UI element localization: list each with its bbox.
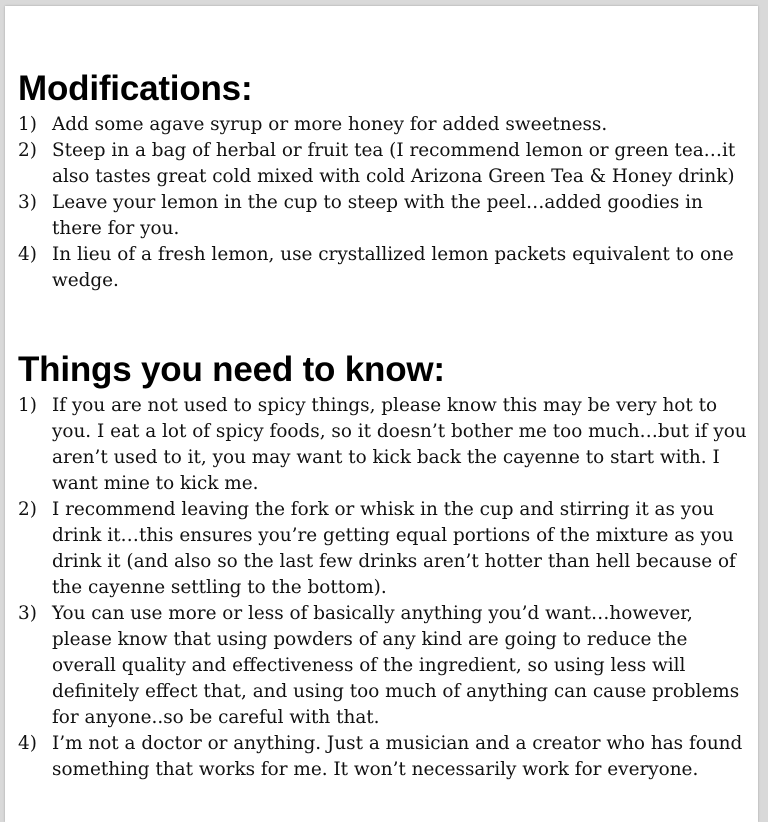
list-item (18, 497, 753, 601)
item-number: 3) (18, 192, 37, 213)
modifications-section (18, 68, 753, 294)
item-number: 1) (18, 114, 37, 135)
modifications-heading: Modifications: (18, 69, 253, 108)
item-number: 2) (18, 140, 37, 161)
modifications-list (18, 112, 753, 294)
things-to-know-section (18, 349, 753, 783)
list-item (18, 731, 753, 783)
item-text: You can use more or less of basically anything you’d want…however, please know that using powders of any kind are going to reduce the overall quality and effectiveness of the ingredient, so using less will definitely effect that, and using too much of anything can cause problems for anyone..so be careful with that. (52, 603, 740, 728)
item-number: 3) (18, 603, 37, 624)
item-text: I recommend leaving the fork or whisk in the cup and stirring it as you drink it…this ensures you’re getting equal portions of the mixture as you drink it (and also so the last few drinks aren’t hotter than hell because of the cayenne settling to the bottom). (52, 499, 736, 598)
list-item (18, 138, 753, 190)
item-text: Add some agave syrup or more honey for added sweetness. (52, 114, 608, 135)
things-to-know-heading: Things you need to know: (18, 350, 445, 389)
list-item (18, 242, 753, 294)
item-text: I’m not a doctor or anything. Just a musician and a creator who has found something that works for me. It won’t necessarily work for everyone. (52, 733, 743, 780)
item-text: Leave your lemon in the cup to steep with the peel…added goodies in there for you. (52, 192, 703, 239)
item-number: 1) (18, 395, 37, 416)
item-text: If you are not used to spicy things, please know this may be very hot to you. I eat a lot of spicy foods, so it doesn’t bother me too much…but if you aren’t used to it, you may want to kick back the cayenne to start with. I want mine to kick me. (52, 395, 747, 494)
item-text: In lieu of a fresh lemon, use crystallized lemon packets equivalent to one wedge. (52, 244, 734, 291)
list-item (18, 601, 753, 731)
things-to-know-list (18, 393, 753, 783)
list-item (18, 112, 753, 138)
item-number: 4) (18, 733, 37, 754)
item-number: 2) (18, 499, 37, 520)
document-page (5, 6, 758, 822)
list-item (18, 393, 753, 497)
item-number: 4) (18, 244, 37, 265)
item-text: Steep in a bag of herbal or fruit tea (I recommend lemon or green tea…it also tastes great cold mixed with cold Arizona Green Tea & Honey drink) (52, 140, 736, 187)
list-item (18, 190, 753, 242)
